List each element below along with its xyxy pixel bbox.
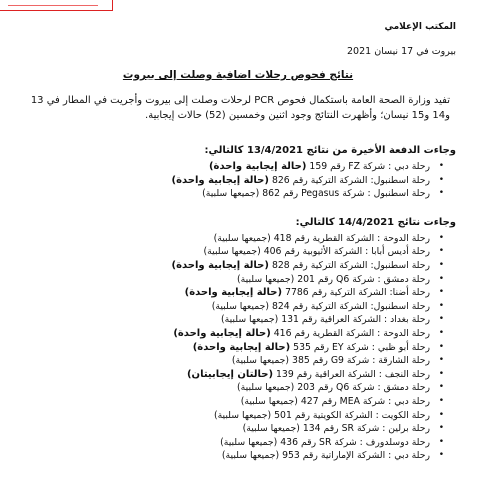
flight-text: رحلة الدوحة : الشركة القطرية رقم 416 bbox=[270, 327, 430, 339]
flight-text: رحلة دمشق : شركة Q6 رقم 203 bbox=[294, 382, 430, 394]
flight-item bbox=[20, 422, 430, 436]
flight-item bbox=[20, 300, 430, 314]
flight-item bbox=[20, 354, 430, 368]
flight-result: (حالتان إيجابيتان) bbox=[186, 368, 274, 380]
intro-paragraph: تفيد وزارة الصحة العامة باستكمال فحوص PCR لرحلات وصلت إلى بيروت وأجريت في المطار في 13 و14 و15 نيسان؛ وأظهرت النتائج وجود اثنين وخمسين (52) حالات إيجابية. bbox=[30, 95, 450, 121]
press-release bbox=[20, 22, 456, 479]
flight-item bbox=[20, 327, 430, 341]
flight-item bbox=[20, 409, 430, 423]
release-date: بيروت في 17 نيسان 2021 bbox=[347, 46, 456, 57]
flight-item bbox=[20, 259, 430, 273]
flight-item bbox=[20, 160, 430, 174]
flight-item bbox=[20, 273, 430, 287]
flight-text: رحلة اسطنبول: الشركة التركية رقم 828 bbox=[268, 259, 430, 271]
flight-text: رحلة بغداد : الشركة العراقية رقم 131 bbox=[278, 314, 430, 326]
flight-result: (جميعها سلبية) bbox=[221, 450, 280, 462]
flight-text: رحلة برلين : شركة SR رقم 134 bbox=[299, 423, 430, 435]
flight-result: (حالة إيجابية واحدة) bbox=[173, 327, 271, 339]
flight-text: رحلة الدوحة : الشركة القطرية رقم 418 bbox=[270, 232, 430, 244]
section1-heading: وجاءت الدفعة الأخيرة من نتائج 13/4/2021 كالتالي: bbox=[204, 145, 456, 156]
flight-result: (جميعها سلبية) bbox=[213, 232, 271, 244]
flight-text: رحلة اسطنبول: الشركة التركية رقم 826 bbox=[268, 174, 430, 186]
flight-result: (جميعها سلبية) bbox=[237, 273, 295, 285]
flight-text: رحلة اسطنبول: الشركة التركية رقم 824 bbox=[268, 300, 430, 312]
flight-result: (حالة إيجابية واحدة) bbox=[208, 161, 307, 172]
flight-item bbox=[20, 286, 430, 300]
flight-text: رحلة دوسلدورف : شركة SR رقم 436 bbox=[277, 436, 430, 448]
stamp-line bbox=[8, 5, 98, 6]
flight-item bbox=[20, 368, 430, 382]
flight-result: (جميعها سلبية) bbox=[220, 436, 278, 448]
office-label: المكتب الإعلامي bbox=[384, 22, 456, 32]
flight-item bbox=[20, 395, 430, 409]
flight-result: (جميعها سلبية) bbox=[221, 314, 279, 326]
flight-text: رحلة دمشق : شركة Q6 رقم 201 bbox=[294, 273, 430, 285]
flight-item bbox=[20, 232, 430, 246]
flight-result: (جميعها سلبية) bbox=[242, 423, 300, 435]
flight-text: رحلة أضنا: الشركة التركية رقم 7786 bbox=[282, 287, 430, 299]
flight-text: رحلة الكويت : الشركة الكويتية رقم 501 bbox=[271, 409, 430, 421]
flight-result: (جميعها سلبية) bbox=[203, 246, 261, 258]
flight-text: رحلة دبي : الشركة الإماراتية رقم 953 bbox=[279, 450, 430, 462]
flight-text: رحلة اسطنبول : شركة Pegasus رقم 862 bbox=[259, 188, 430, 200]
flight-text: رحلة أبو ظبي : شركة EY رقم 535 bbox=[290, 341, 430, 353]
flight-result: (جميعها سلبية) bbox=[240, 395, 298, 407]
flight-text: رحلة الشارقة : شركة G9 رقم 385 bbox=[289, 355, 430, 367]
flight-result: (حالة إيجابية واحدة) bbox=[171, 174, 269, 186]
flight-item bbox=[20, 174, 430, 188]
flight-result: (حالة إيجابية واحدة) bbox=[171, 259, 269, 271]
section2-heading: وجاءت نتائج 14/4/2021 كالتالي: bbox=[295, 216, 456, 228]
header-stamp bbox=[0, 0, 113, 11]
flight-result: (جميعها سلبية) bbox=[213, 409, 272, 421]
flight-item bbox=[20, 245, 430, 259]
flight-result: (حالة إيجابية واحدة) bbox=[184, 287, 283, 299]
flight-text: رحلة دبي : شركة MEA رقم 427 bbox=[297, 395, 430, 407]
flight-result: (جميعها سلبية) bbox=[202, 188, 260, 200]
flight-item bbox=[20, 341, 430, 355]
flight-text: رحلة دبي : شركة FZ رقم 159 bbox=[306, 161, 430, 172]
flight-item bbox=[20, 381, 430, 395]
flight-item bbox=[20, 187, 430, 201]
flight-result: (حالة إيجابية واحدة) bbox=[192, 341, 291, 353]
flight-result: (جميعها سلبية) bbox=[237, 382, 295, 394]
flight-text: رحلة أديس أبابا : الشركة الأثيوبية رقم 406 bbox=[260, 246, 430, 258]
flight-result: (جميعها سلبية) bbox=[231, 355, 290, 367]
release-title: نتائج فحوص رحلات اضافية وصلت إلى بيروت bbox=[122, 69, 354, 81]
flight-item bbox=[20, 313, 430, 327]
flight-item bbox=[20, 436, 430, 450]
flight-result: (جميعها سلبية) bbox=[211, 300, 269, 312]
section2-list bbox=[20, 232, 456, 463]
flight-text: رحلة النجف : الشركة العراقية رقم 139 bbox=[273, 368, 430, 380]
flight-item bbox=[20, 449, 430, 463]
section1-list bbox=[20, 160, 456, 201]
